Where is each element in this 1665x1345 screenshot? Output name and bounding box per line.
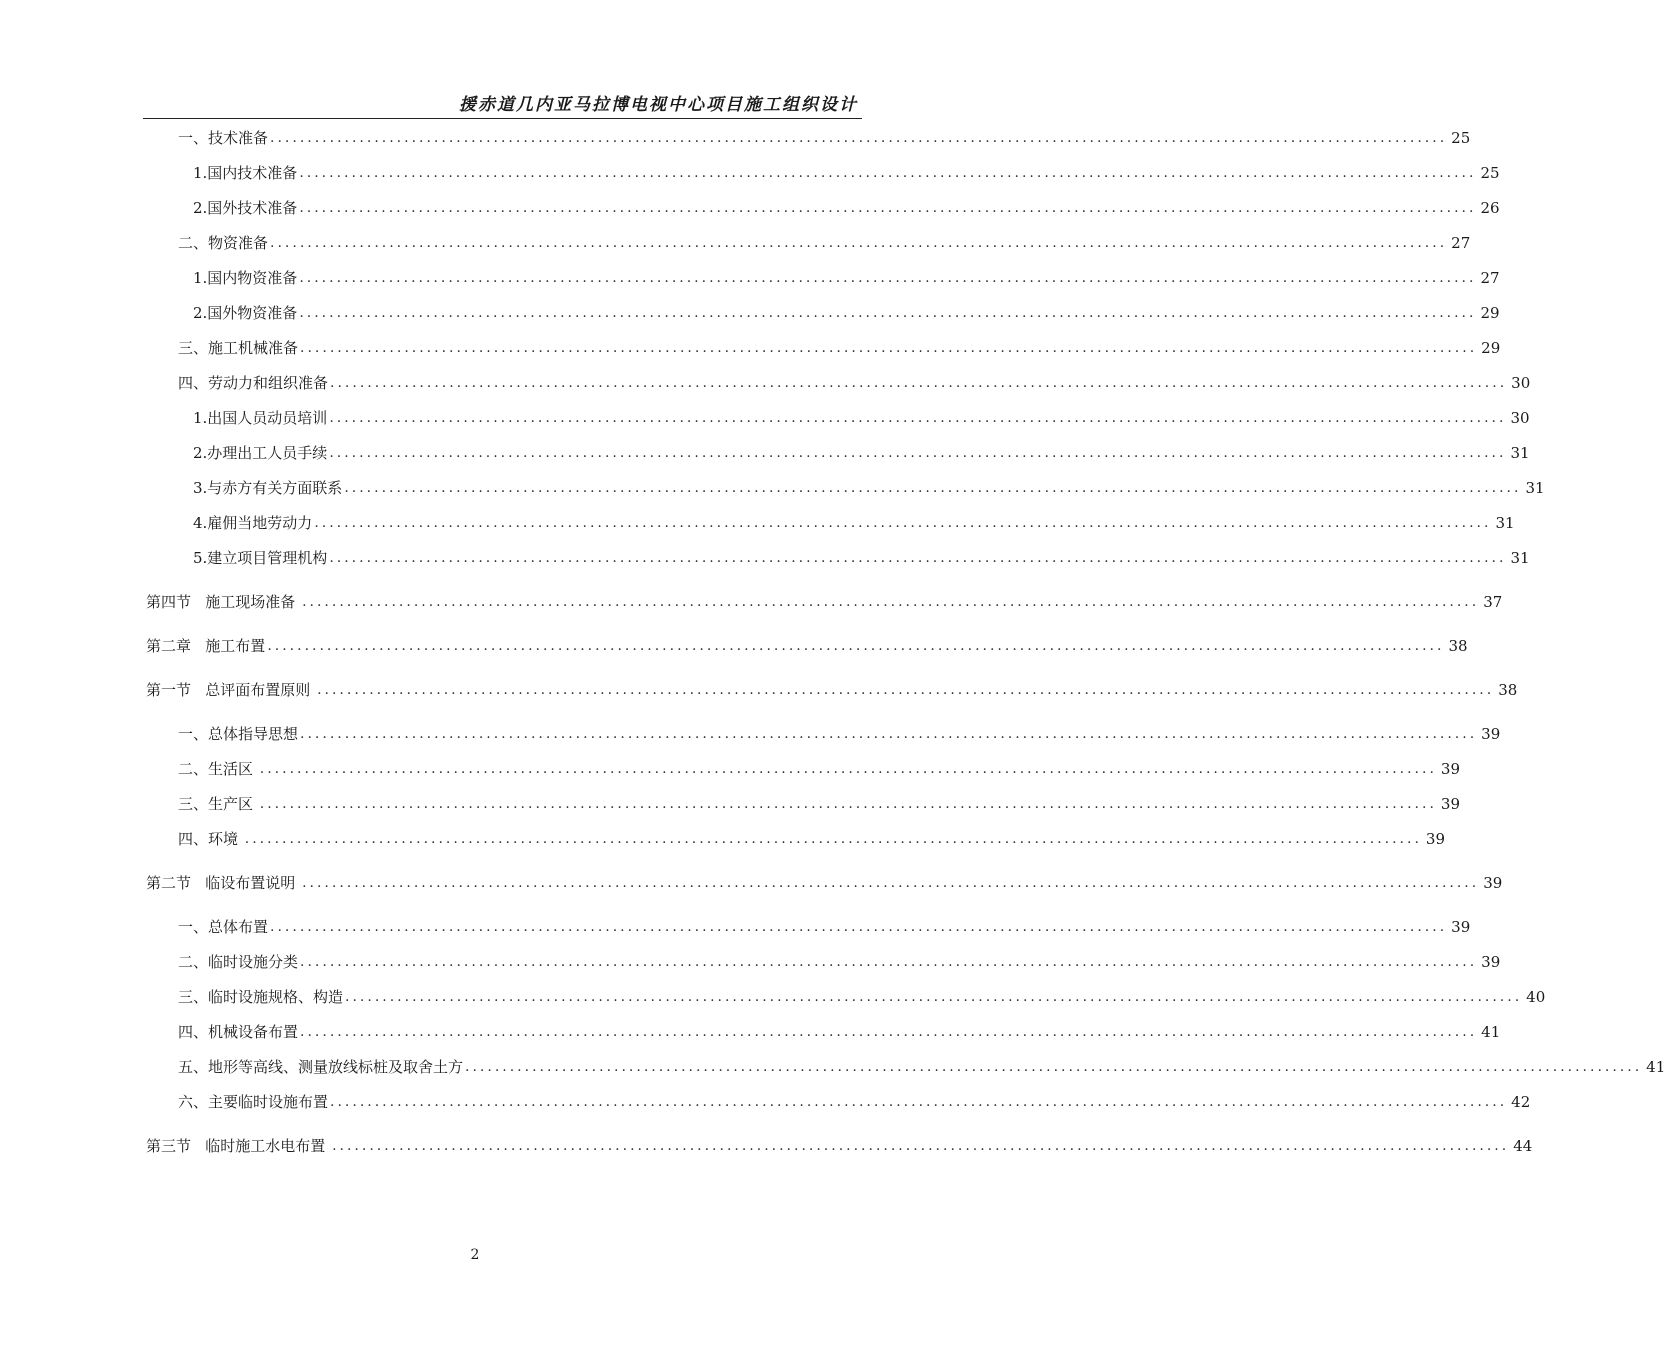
toc-entry-page: 39 [1451, 918, 1471, 936]
toc-entry[interactable] [193, 163, 1500, 183]
dot-leader: .............................................................................................................................................................. [330, 375, 1508, 391]
toc-entry-title: 四、劳动力和组织准备 [178, 374, 329, 392]
toc-entry-page: 42 [1511, 1093, 1531, 1111]
toc-entry[interactable] [193, 268, 1500, 288]
toc-entry-title: 二、临时设施分类 [178, 953, 299, 971]
dot-leader: .............................................................................................................................................................. [302, 594, 1480, 610]
toc-entry-page: 39 [1483, 874, 1503, 892]
toc-entry-title: 2.办理出工人员手续 [193, 444, 328, 462]
toc-entry[interactable] [193, 548, 1530, 568]
toc-entry[interactable] [178, 338, 1501, 358]
toc-entry[interactable] [178, 724, 1501, 744]
toc-entry-page: 44 [1513, 1137, 1533, 1155]
toc-entry-page: 40 [1526, 988, 1546, 1006]
dot-leader: .............................................................................................................................................................. [465, 1059, 1643, 1075]
dot-leader: .............................................................................................................................................................. [244, 831, 1422, 847]
header-divider [143, 118, 862, 119]
dot-leader: .............................................................................................................................................................. [345, 989, 1523, 1005]
toc-entry-page: 31 [1510, 549, 1530, 567]
toc-entry-title: 第四节 施工现场准备 [146, 593, 301, 611]
toc-entry-title: 2.国外物资准备 [193, 304, 298, 322]
dot-leader: .............................................................................................................................................................. [330, 1094, 1508, 1110]
toc-entry[interactable] [178, 917, 1471, 937]
toc-entry-title: 三、施工机械准备 [178, 339, 299, 357]
toc-entry-page: 39 [1440, 760, 1461, 778]
toc-entry-title: 四、环境 [178, 830, 243, 848]
header-title: 援赤道几内亚马拉博电视中心项目施工组织设计 [459, 95, 858, 115]
toc-entry-page: 39 [1425, 830, 1446, 848]
toc-entry[interactable] [146, 680, 1518, 700]
dot-leader: .............................................................................................................................................................. [299, 200, 1477, 216]
dot-leader: .............................................................................................................................................................. [344, 480, 1522, 496]
toc-entry-page: 39 [1481, 725, 1501, 743]
toc-entry[interactable] [178, 987, 1546, 1007]
dot-leader: .............................................................................................................................................................. [329, 445, 1507, 461]
toc-entry[interactable] [178, 1057, 1665, 1077]
toc-entry-title: 1.国内物资准备 [193, 269, 298, 287]
dot-leader: .............................................................................................................................................................. [300, 954, 1478, 970]
toc-entry[interactable] [178, 794, 1461, 814]
toc-entry-title: 二、生活区 [178, 760, 258, 778]
toc-entry-title: 1.出国人员动员培训 [193, 409, 328, 427]
dot-leader: .............................................................................................................................................................. [299, 270, 1477, 286]
toc-entry-page: 25 [1480, 164, 1500, 182]
toc-entry[interactable] [178, 233, 1471, 253]
dot-leader: .............................................................................................................................................................. [329, 550, 1507, 566]
dot-leader: .............................................................................................................................................................. [332, 1138, 1510, 1154]
dot-leader: .............................................................................................................................................................. [300, 726, 1478, 742]
toc-entry[interactable] [178, 1022, 1501, 1042]
toc-entry-page: 26 [1480, 199, 1500, 217]
toc-entry-page: 25 [1451, 129, 1471, 147]
toc-entry-title: 第二节 临设布置说明 [146, 874, 301, 892]
toc-entry-title: 第一节 总评面布置原则 [146, 681, 316, 699]
toc-entry[interactable] [193, 513, 1515, 533]
toc-entry-page: 29 [1481, 339, 1501, 357]
toc-entry-page: 37 [1483, 593, 1503, 611]
dot-leader: .............................................................................................................................................................. [259, 761, 1437, 777]
toc-entry[interactable] [193, 478, 1545, 498]
toc-entry[interactable] [193, 443, 1530, 463]
toc-entry[interactable] [146, 1136, 1533, 1156]
toc-entry[interactable] [178, 1092, 1531, 1112]
dot-leader: .............................................................................................................................................................. [259, 796, 1437, 812]
toc-entry-page: 29 [1480, 304, 1500, 322]
toc-entry[interactable] [146, 873, 1503, 893]
toc-entry[interactable] [178, 128, 1471, 148]
toc-entry-title: 一、技术准备 [178, 129, 269, 147]
toc-entry-page: 30 [1510, 409, 1530, 427]
toc-entry-title: 四、机械设备布置 [178, 1023, 299, 1041]
toc-entry[interactable] [193, 303, 1500, 323]
toc-entry-page: 31 [1495, 514, 1515, 532]
toc-entry-title: 三、临时设施规格、构造 [178, 988, 344, 1006]
dot-leader: .............................................................................................................................................................. [267, 638, 1445, 654]
toc-entry-title: 六、主要临时设施布置 [178, 1093, 329, 1111]
toc-entry-page: 31 [1510, 444, 1530, 462]
toc-entry[interactable] [178, 759, 1461, 779]
toc-entry-page: 31 [1525, 479, 1545, 497]
toc-entry[interactable] [178, 829, 1446, 849]
toc-entry-page: 27 [1451, 234, 1471, 252]
dot-leader: .............................................................................................................................................................. [317, 682, 1495, 698]
toc-entry-page: 39 [1481, 953, 1501, 971]
toc-entry-title: 第三节 临时施工水电布置 [146, 1137, 331, 1155]
dot-leader: .............................................................................................................................................................. [329, 410, 1507, 426]
toc-entry-title: 2.国外技术准备 [193, 199, 298, 217]
toc-entry[interactable] [193, 408, 1530, 428]
toc-entry-title: 二、物资准备 [178, 234, 269, 252]
dot-leader: .............................................................................................................................................................. [299, 165, 1477, 181]
dot-leader: .............................................................................................................................................................. [300, 1024, 1478, 1040]
dot-leader: .............................................................................................................................................................. [314, 515, 1492, 531]
toc-entry-title: 1.国内技术准备 [193, 164, 298, 182]
toc-entry-title: 三、生产区 [178, 795, 258, 813]
toc-entry-title: 一、总体布置 [178, 918, 269, 936]
dot-leader: .............................................................................................................................................................. [302, 875, 1480, 891]
dot-leader: .............................................................................................................................................................. [299, 305, 1477, 321]
toc-entry-page: 38 [1448, 637, 1468, 655]
toc-entry-title: 一、总体指导思想 [178, 725, 299, 743]
toc-entry-page: 30 [1511, 374, 1531, 392]
toc-entry-page: 41 [1646, 1058, 1665, 1076]
dot-leader: .............................................................................................................................................................. [270, 130, 1448, 146]
toc-entry[interactable] [146, 636, 1468, 656]
toc-entry-page: 39 [1440, 795, 1461, 813]
toc-entry-title: 3.与赤方有关方面联系 [193, 479, 343, 497]
toc-entry[interactable] [178, 952, 1501, 972]
toc-entry[interactable] [178, 373, 1531, 393]
dot-leader: .............................................................................................................................................................. [270, 919, 1448, 935]
toc-entry[interactable] [193, 198, 1500, 218]
toc-entry-page: 41 [1481, 1023, 1501, 1041]
page-number: 2 [470, 1247, 480, 1263]
toc-entry-page: 27 [1480, 269, 1500, 287]
dot-leader: .............................................................................................................................................................. [300, 340, 1478, 356]
toc-entry-title: 五、地形等高线、测量放线标桩及取舍土方 [178, 1058, 464, 1076]
toc-entry-title: 5.建立项目管理机构 [193, 549, 328, 567]
dot-leader: .............................................................................................................................................................. [270, 235, 1448, 251]
toc-entry-title: 第二章 施工布置 [146, 637, 266, 655]
toc-entry[interactable] [146, 592, 1503, 612]
toc-entry-page: 38 [1498, 681, 1518, 699]
toc-entry-title: 4.雇佣当地劳动力 [193, 514, 313, 532]
